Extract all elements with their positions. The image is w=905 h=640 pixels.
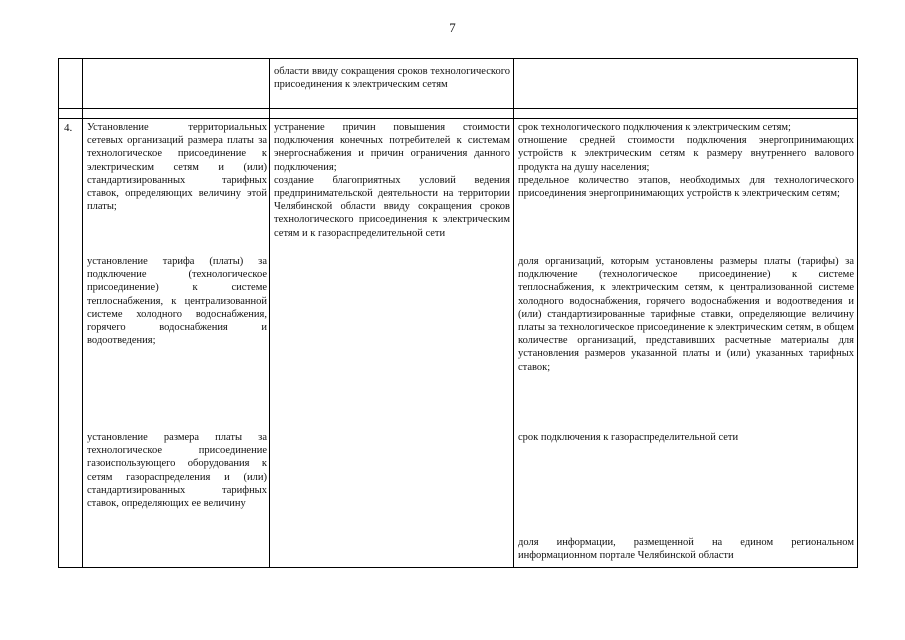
row4-col2-item-3 — [87, 431, 267, 510]
row4-col4-group-2 — [518, 255, 854, 374]
table-row-divider — [58, 108, 858, 109]
goal-text: устранение причин повышения стоимости подключения конечных потребителей к системам энергоснабжения и причин ограничения данного подключения; — [274, 122, 510, 173]
table-border-bottom — [58, 567, 858, 568]
continued-row-col3 — [274, 65, 510, 91]
row-number: 4. — [64, 122, 73, 134]
table-border-top — [58, 58, 858, 59]
indicators-table — [58, 58, 858, 568]
measure-text: установление размера платы за технологическое присоединение газоиспользующего оборудования к сетям газораспределения и (или) стандартизированных тарифных ставок, определяющих ее величину — [87, 432, 267, 510]
row4-col4-group-4 — [518, 536, 854, 562]
indicator-text: отношение средней стоимости подключения энергопринимающих устройств к электрическим сетям к размеру внутреннего валового продукта на душу населения; — [518, 135, 854, 173]
indicator-text: срок технологического подключения к электрическим сетям; — [518, 122, 791, 133]
goal-text: создание благоприятных условий ведения предпринимательской деятельности на территории Челябинской области ввиду сокращения сроков технологического присоединения к электрическим сетям и к газораспределительной сети — [274, 174, 510, 239]
page-number: 7 — [449, 20, 456, 35]
row4-col2-item-2 — [87, 255, 267, 347]
indicator-text: доля организаций, которым установлены размеры платы (тарифы) за подключение (технологическое присоединение) к системе теплоснабжения, к электрическим сетям, к централизованной системе холодного водоснабжения, горячего водоснабжения и водоотведения и (или) стандартизированные тарифные ставки, определяющие величину платы за технологическое присоединение к электрическим сетям, в общем количестве организаций, представивших расчетные материалы для установления размеров указанной платы и (или) указанных тарифных ставок; — [518, 256, 854, 373]
table-row-divider — [58, 118, 858, 119]
indicator-text: доля информации, размещенной на едином региональном информационном портале Челябинской области — [518, 537, 854, 562]
row4-col3 — [274, 121, 510, 240]
indicator-text: предельное количество этапов, необходимых для технологического присоединения энергопринимающих устройств к электрическим сетям; — [518, 174, 854, 200]
measure-text: установление тарифа (платы) за подключение (технологическое присоединение) к системе теплоснабжения, к централизованной системе холодного водоснабжения, горячего водоснабжения и водоотведения; — [87, 256, 267, 347]
table-column-divider — [269, 58, 270, 568]
row4-col4-group-1 — [518, 121, 854, 200]
indicator-text: срок подключения к газораспределительной сети — [518, 432, 739, 443]
table-column-divider — [513, 58, 514, 568]
table-border-left — [58, 58, 59, 568]
continued-text: области ввиду сокращения сроков технологического присоединения к электрическим сетям — [274, 66, 510, 91]
measure-text: Установление территориальных сетевых организаций размера платы за технологическое присоединение к электрическим сетям и (или) стандартизированных тарифных ставок, определяющих величину этой платы; — [87, 122, 267, 213]
row4-col4-group-3 — [518, 431, 854, 444]
table-border-right — [857, 58, 858, 568]
row4-col2-item-1 — [87, 121, 267, 213]
table-column-divider — [82, 58, 83, 568]
